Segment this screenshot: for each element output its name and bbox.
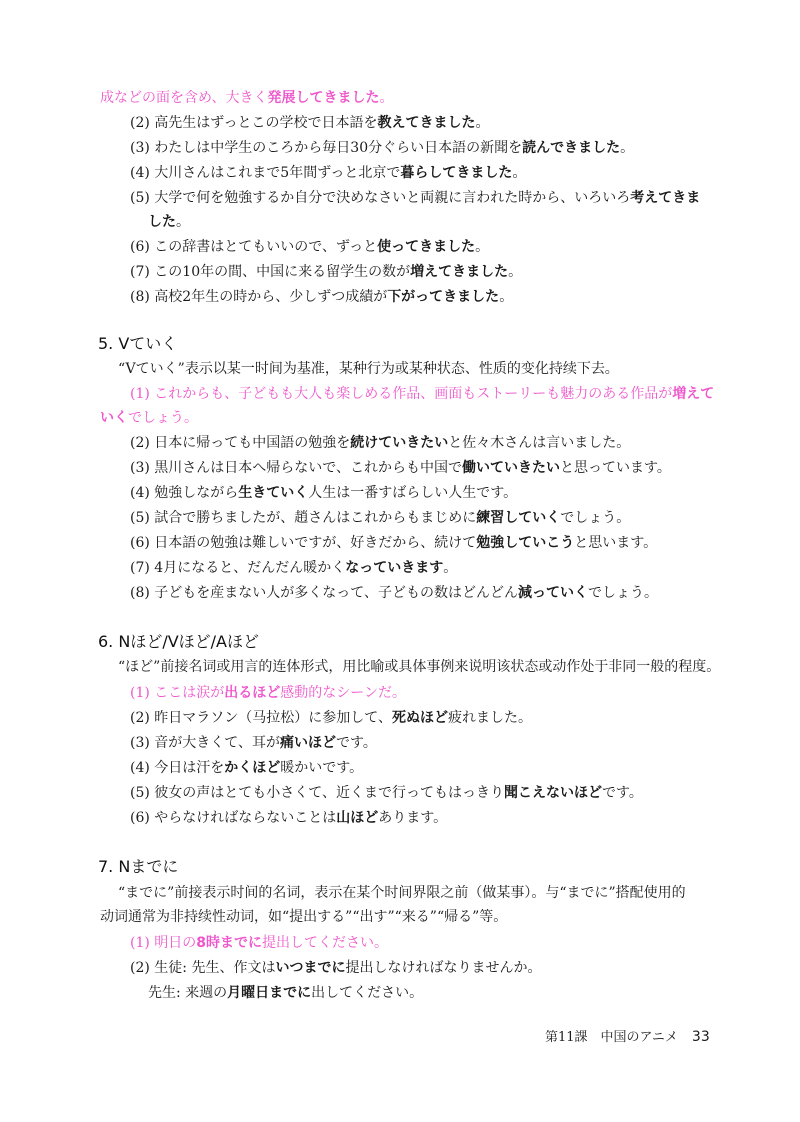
lesson-title: 第11課 中国のアニメ	[545, 1030, 678, 1045]
s5-example-1-cont: いくでしょう。	[100, 410, 198, 426]
s5-example-1: (1) これからも、子どもも大人も楽しめる作品、画面もストーリーも魅力のある作品が増えて	[130, 386, 715, 402]
section-5-description: “Vていく”表示以某一时间为基准，某种行为或某种状态、性质的变化持续下去。	[118, 361, 619, 377]
s5-example-2: (2) 日本に帰っても中国語の勉強を続けていきたいと佐々木さんは言いました。	[130, 435, 631, 451]
s5-example-5: (5) 試合で勝ちましたが、趙さんはこれからもまじめに練習していくでしょう。	[130, 510, 631, 526]
s6-example-4: (4) 今日は汗をかくほど暖かいです。	[130, 760, 364, 776]
s5-example-6: (6) 日本語の勉強は難しいですが、好きだから、続けて勉強していこうと思います。	[130, 535, 658, 551]
example-5-cont: した。	[148, 214, 190, 230]
s6-example-3: (3) 音が大きくて、耳が痛いほどです。	[130, 735, 377, 751]
example-7: (7) この10年の間、中国に来る留学生の数が増えてきました。	[130, 264, 523, 280]
example-2: (2) 高先生はずっとこの学校で日本語を教えてきました。	[130, 115, 490, 131]
section-7-description-1: “までに”前接表示时间的名词，表示在某个时间界限之前（做某事）。与“までに”搭配使用的	[118, 885, 686, 901]
s5-example-7: (7) 4月になると、だんだん暖かくなっていきます。	[130, 560, 458, 576]
section-7-heading: 7. Nまでに	[98, 857, 179, 876]
s6-example-2: (2) 昨日マラソン（马拉松）に参加して、死ぬほど疲れました。	[130, 710, 533, 726]
section-6-description: “ほど”前接名词或用言的连体形式，用比喻或具体事例来说明该状态或动作处于非同一般的程度。	[118, 659, 721, 675]
s7-example-2-reply: 先生: 来週の月曜日までに出してください。	[148, 985, 424, 1001]
s5-example-4: (4) 勉強しながら生きていく人生は一番すばらしい人生です。	[130, 485, 518, 501]
example-4: (4) 大川さんはこれまで5年間ずっと北京で暮らしてきました。	[130, 165, 527, 181]
s7-example-2: (2) 生徒: 先生、作文はいつまでに提出しなければなりませんか。	[130, 960, 542, 976]
page-number: 33	[691, 1029, 710, 1045]
example-continued: 成などの面を含め、大きく発展してきました。	[100, 90, 394, 106]
s6-example-1: (1) ここは涙が出るほど感動的なシーンだ。	[130, 685, 407, 701]
s6-example-5: (5) 彼女の声はとても小さくて、近くまで行ってもはっきり聞こえないほどです。	[130, 785, 643, 801]
example-5: (5) 大学で何を勉強するか自分で決めなさいと両親に言われた時から、いろいろ考えてきま	[130, 190, 701, 206]
example-8: (8) 高校2年生の時から、少しずつ成績が下がってきました。	[130, 289, 514, 305]
s7-example-1: (1) 明日の8時までに提出してください。	[130, 935, 389, 951]
section-7-description-2: 动词通常为非持续性动词，如“提出する”“出す”“来る”“帰る”等。	[100, 909, 508, 925]
section-5-heading: 5. Vていく	[98, 334, 178, 353]
s5-example-3: (3) 黒川さんは日本へ帰らないで、これからも中国で働いていきたいと思っています。	[130, 460, 671, 476]
s6-example-6: (6) やらなければならないことは山ほどあります。	[130, 810, 448, 826]
s5-example-8: (8) 子どもを産まない人が多くなって、子どもの数はどんどん減っていくでしょう。	[130, 585, 658, 601]
page-footer	[545, 1028, 710, 1047]
section-6-heading: 6. Nほど/Vほど/Aほど	[98, 632, 259, 651]
example-3: (3) わたしは中学生のころから毎日30分ぐらい日本語の新聞を読んできました。	[130, 140, 635, 156]
example-6: (6) この辞書はとてもいいので、ずっと使ってきました。	[130, 239, 490, 255]
